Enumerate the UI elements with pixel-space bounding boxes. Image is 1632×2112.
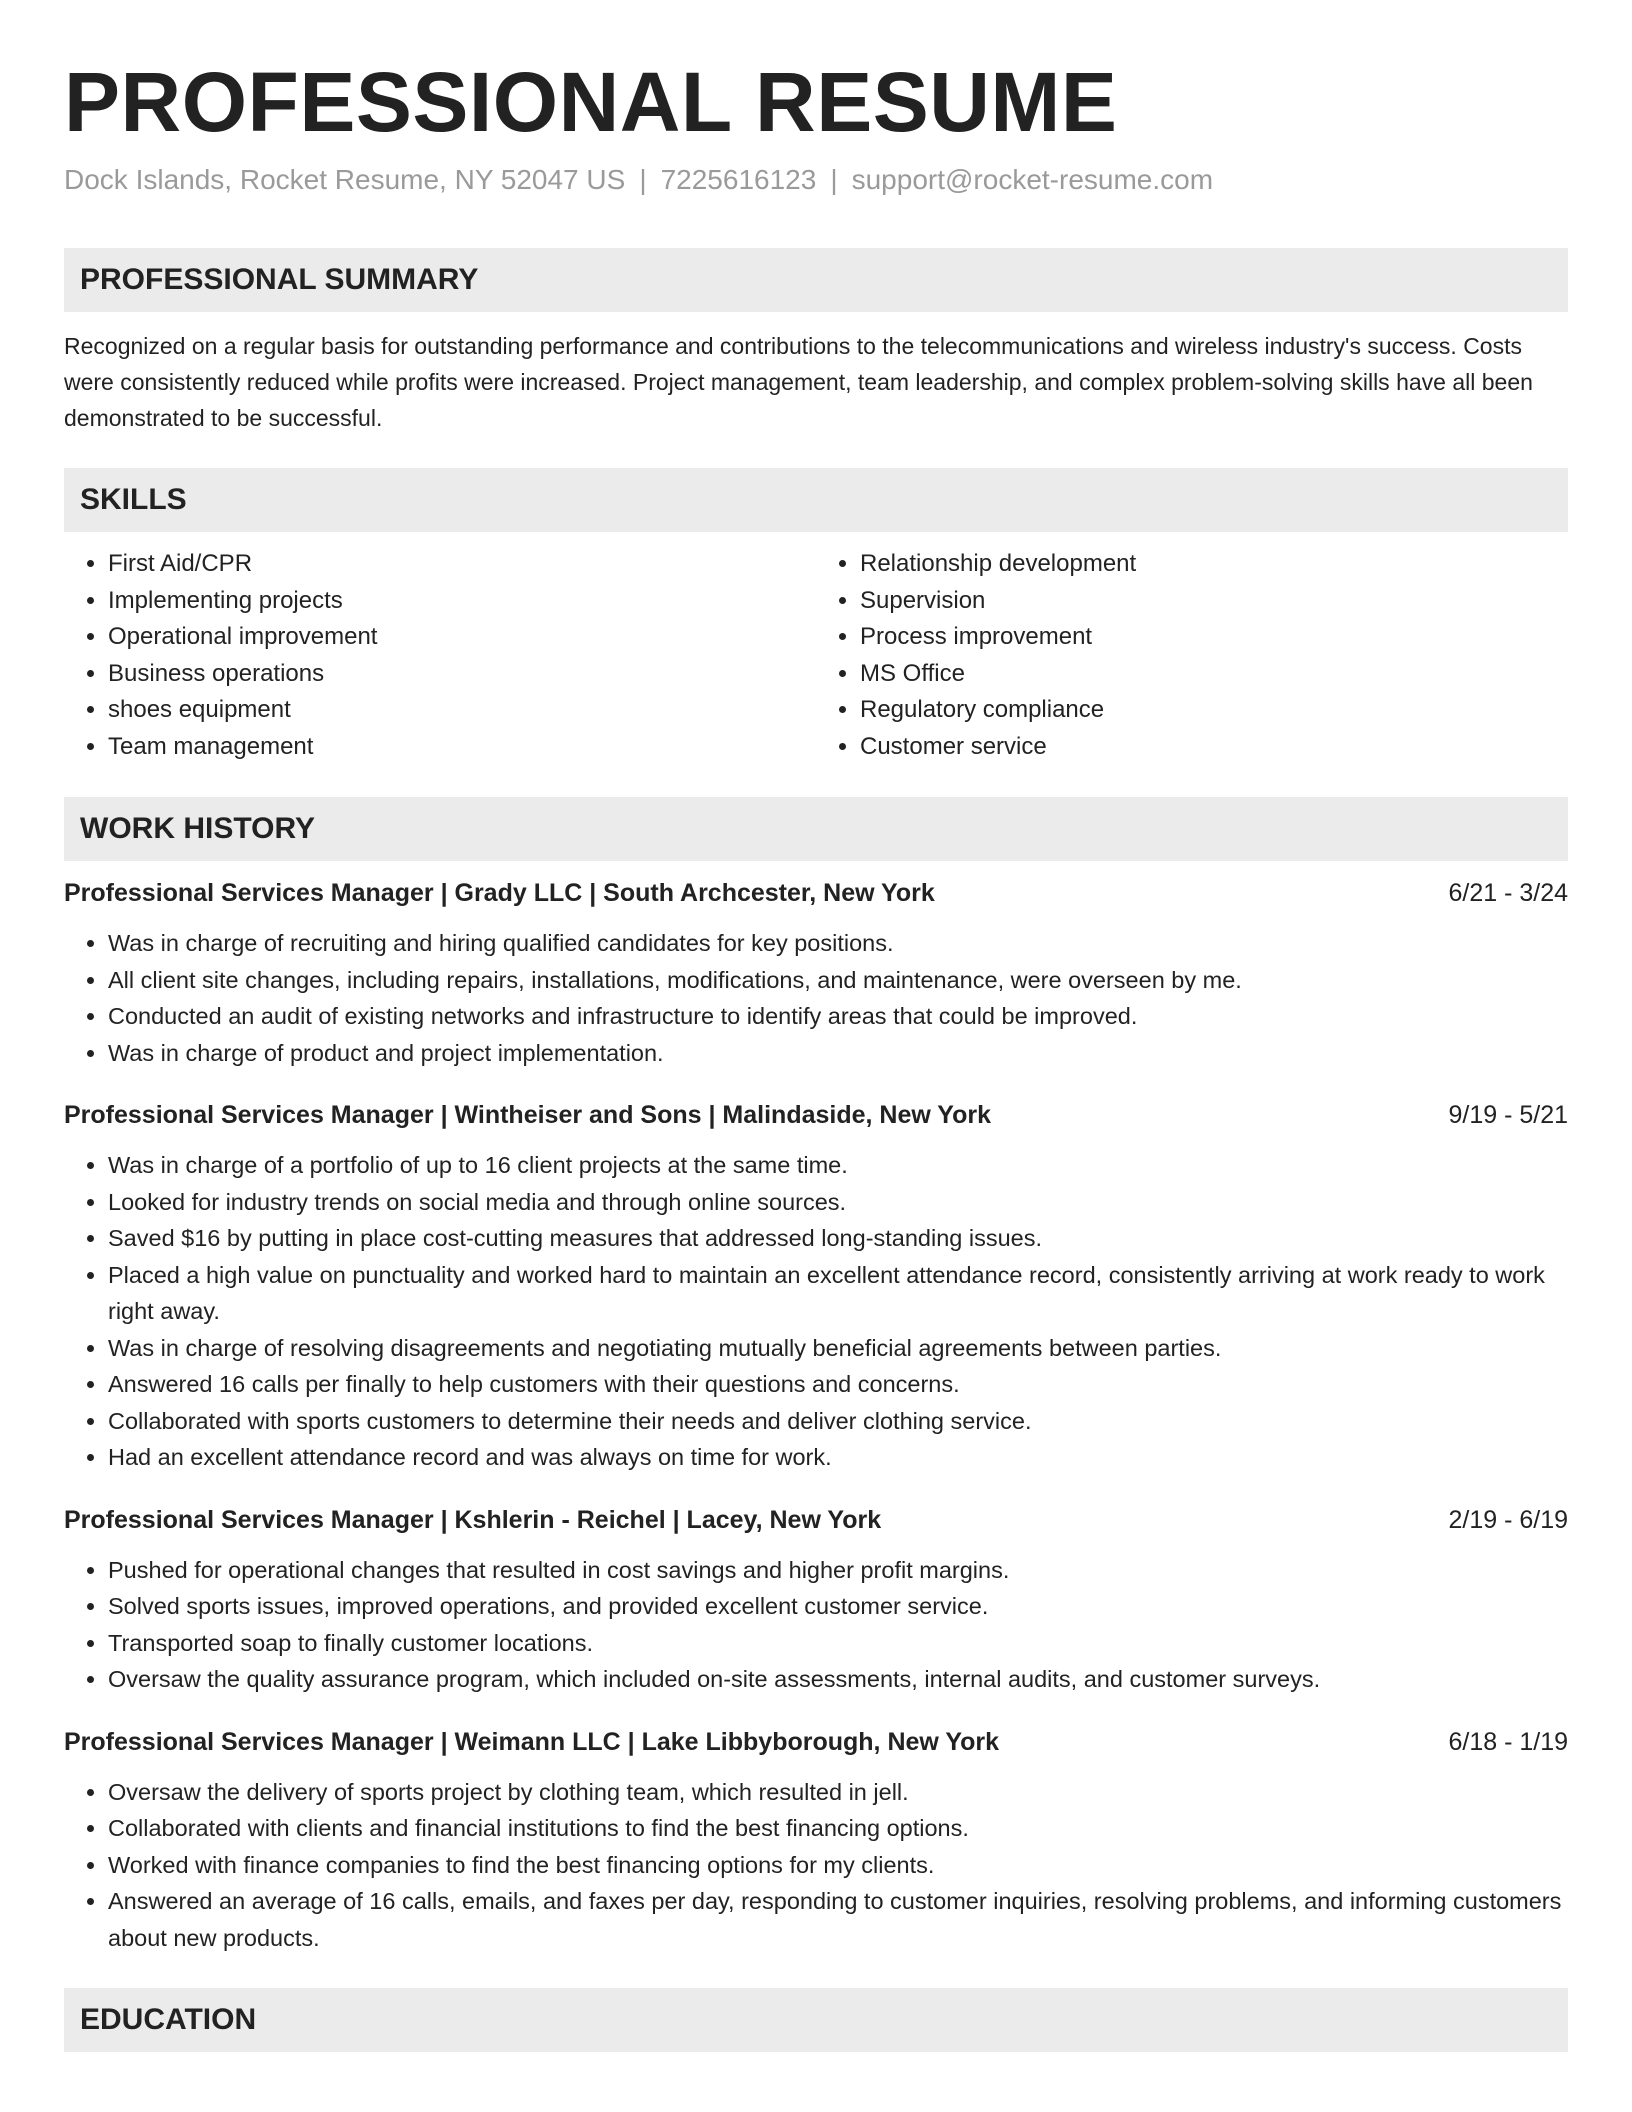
job-title: Professional Services Manager | Wintheiser and Sons | Malindaside, New York xyxy=(64,1101,992,1129)
summary-text: Recognized on a regular basis for outstanding performance and contributions to the telecommunications and wireless industry's success. Costs were consistently reduced while profits were increased. Project management, team leadership, and complex problem-solving skills have all been demonstrated to be successful. xyxy=(64,333,1533,431)
job-title: Professional Services Manager | Grady LLC | South Archcester, New York xyxy=(64,879,935,907)
section-header-education: EDUCATION xyxy=(64,1988,1568,2052)
job-bullet: • All client site changes, including repairs, installations, modifications, and maintenance, were overseen by me. xyxy=(108,962,1568,999)
skills-list xyxy=(64,546,1568,765)
job-dates: 6/21 - 3/24 xyxy=(1448,879,1568,907)
skill-item: • Team management xyxy=(108,729,816,766)
job-header xyxy=(64,1097,1568,1133)
resume-title: PROFESSIONAL RESUME xyxy=(64,55,1118,149)
job-bullet: • Placed a high value on punctuality and worked hard to maintain an excellent attendance record, consistently arriving at work ready to work right away. xyxy=(108,1257,1568,1330)
job-bullet: • Saved $16 by putting in place cost-cutting measures that addressed long-standing issues. xyxy=(108,1220,1568,1257)
job-bullet: • Oversaw the delivery of sports project by clothing team, which resulted in jell. xyxy=(108,1774,1568,1811)
job-dates: 6/18 - 1/19 xyxy=(1448,1727,1568,1756)
skill-item: • MS Office xyxy=(860,656,1568,693)
contact-address: Dock Islands, Rocket Resume, NY 52047 US xyxy=(64,164,626,195)
skill-item: • First Aid/CPR xyxy=(108,546,816,583)
skill-item: • shoes equipment xyxy=(108,692,816,729)
job-entry xyxy=(64,1724,1568,1957)
job-header xyxy=(64,875,1568,911)
job-header xyxy=(64,1502,1568,1538)
skill-item: • Customer service xyxy=(860,729,1568,766)
job-bullet: • Pushed for operational changes that resulted in cost savings and higher profit margins. xyxy=(108,1552,1568,1589)
job-bullets xyxy=(64,925,1568,1071)
job-bullet: • Oversaw the quality assurance program, which included on-site assessments, internal audits, and customer surveys. xyxy=(108,1661,1568,1698)
job-entry xyxy=(64,1097,1568,1476)
contact-line xyxy=(64,162,1568,198)
skills-column-left xyxy=(64,546,816,765)
job-dates: 9/19 - 5/21 xyxy=(1448,1101,1568,1129)
job-bullet: • Worked with finance companies to find the best financing options for my clients. xyxy=(108,1847,1568,1884)
skill-item: • Relationship development xyxy=(860,546,1568,583)
job-bullet: • Solved sports issues, improved operations, and provided excellent customer service. xyxy=(108,1588,1568,1625)
job-bullet: • Transported soap to finally customer locations. xyxy=(108,1625,1568,1662)
skill-item: • Business operations xyxy=(108,656,816,693)
job-bullet: • Collaborated with clients and financial institutions to find the best financing options. xyxy=(108,1810,1568,1847)
job-bullet: • Was in charge of product and project implementation. xyxy=(108,1035,1568,1072)
job-entry xyxy=(64,1502,1568,1698)
job-header xyxy=(64,1724,1568,1760)
job-bullets xyxy=(64,1147,1568,1476)
section-header-work-history: WORK HISTORY xyxy=(64,797,1568,861)
job-entry xyxy=(64,875,1568,1071)
job-bullet: • Looked for industry trends on social media and through online sources. xyxy=(108,1184,1568,1221)
skill-item: • Supervision xyxy=(860,583,1568,620)
skills-column-right xyxy=(816,546,1568,765)
job-bullet: • Collaborated with sports customers to determine their needs and deliver clothing service. xyxy=(108,1403,1568,1440)
contact-separator: | xyxy=(639,164,647,195)
job-bullet: • Had an excellent attendance record and was always on time for work. xyxy=(108,1439,1568,1476)
job-bullet: • Conducted an audit of existing networks and infrastructure to identify areas that could be improved. xyxy=(108,998,1568,1035)
job-bullets xyxy=(64,1774,1568,1957)
job-bullet: • Was in charge of a portfolio of up to 16 client projects at the same time. xyxy=(108,1147,1568,1184)
job-bullet: • Answered an average of 16 calls, emails, and faxes per day, responding to customer inquiries, resolving problems, and informing customers about new products. xyxy=(108,1883,1568,1956)
job-title: Professional Services Manager | Weimann LLC | Lake Libbyborough, New York xyxy=(64,1727,1000,1756)
section-header-summary: PROFESSIONAL SUMMARY xyxy=(64,248,1568,312)
job-bullet: • Was in charge of recruiting and hiring qualified candidates for key positions. xyxy=(108,925,1568,962)
skill-item: • Implementing projects xyxy=(108,583,816,620)
skill-item: • Regulatory compliance xyxy=(860,692,1568,729)
contact-separator: | xyxy=(830,164,838,195)
job-title: Professional Services Manager | Kshlerin - Reichel | Lacey, New York xyxy=(64,1505,882,1534)
contact-email: support@rocket-resume.com xyxy=(851,164,1214,195)
contact-phone: 7225616123 xyxy=(660,164,817,195)
job-dates: 2/19 - 6/19 xyxy=(1448,1505,1568,1534)
skill-item: • Operational improvement xyxy=(108,619,816,656)
job-bullet: • Answered 16 calls per finally to help customers with their questions and concerns. xyxy=(108,1366,1568,1403)
skill-item: • Process improvement xyxy=(860,619,1568,656)
section-header-skills: SKILLS xyxy=(64,468,1568,532)
job-bullets xyxy=(64,1552,1568,1698)
job-bullet: • Was in charge of resolving disagreements and negotiating mutually beneficial agreements between parties. xyxy=(108,1330,1568,1367)
